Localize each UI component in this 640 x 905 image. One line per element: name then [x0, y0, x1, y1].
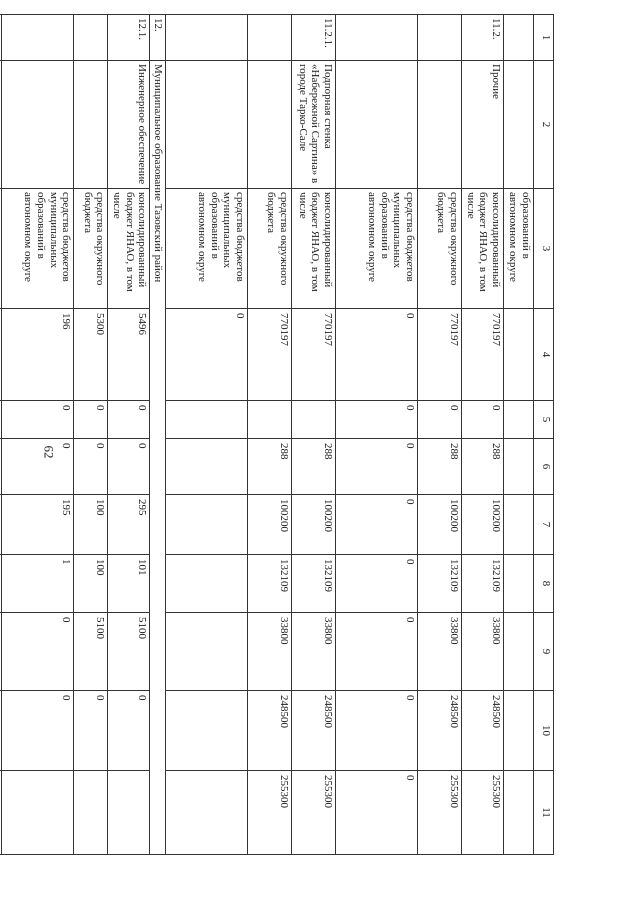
value-cell-col-6 — [166, 439, 248, 495]
column-header-8: 8 — [534, 555, 554, 613]
row-code — [74, 15, 108, 61]
value-cell-col-6: 288 — [418, 439, 462, 495]
table-row — [504, 15, 534, 855]
table-row — [150, 15, 166, 855]
value-cell-col-7: 195 — [2, 495, 74, 555]
funding-source: средства окружного бюджета — [418, 189, 462, 309]
value-cell-col-4: 770197 — [418, 309, 462, 401]
object-name — [166, 61, 248, 189]
value-cell-col-8 — [166, 555, 248, 613]
value-cell-col-4: 770197 — [292, 309, 336, 401]
value-cell-col-11 — [108, 771, 150, 855]
funding-source: консолидированный бюджет ЯНАО, в том числе — [108, 189, 150, 309]
value-cell-col-11 — [504, 771, 534, 855]
column-header-9: 9 — [534, 613, 554, 691]
value-cell-col-7: 100 — [74, 495, 108, 555]
value-cell-col-8 — [0, 555, 2, 613]
value-cell-col-4: 770197 — [248, 309, 292, 401]
table-row — [74, 15, 108, 855]
funding-source: консолидированный бюджет ЯНАО, в том числе — [462, 189, 504, 309]
column-header-7: 7 — [534, 495, 554, 555]
value-cell-col-9: 0 — [336, 613, 418, 691]
object-name — [418, 61, 462, 189]
value-cell-col-6: 0 — [108, 439, 150, 495]
funding-source: средства бюджетов муниципальных образований в автономном округе — [2, 189, 74, 309]
column-header-10: 10 — [534, 691, 554, 771]
value-cell-col-9: 33800 — [248, 613, 292, 691]
column-header-3: 3 — [534, 189, 554, 309]
value-cell-col-10: 0 — [108, 691, 150, 771]
value-cell-col-4: 196 — [2, 309, 74, 401]
value-cell-col-11 — [0, 771, 2, 855]
value-cell-col-10: 0 — [74, 691, 108, 771]
row-code: 11.2.1. — [292, 15, 336, 61]
value-cell-col-10: 248500 — [418, 691, 462, 771]
row-code — [2, 15, 74, 61]
object-name — [74, 61, 108, 189]
value-cell-col-10: 248500 — [292, 691, 336, 771]
value-cell-col-8 — [504, 555, 534, 613]
value-cell-col-5: 0 — [418, 401, 462, 439]
value-cell-col-7 — [0, 495, 2, 555]
funding-source — [0, 189, 2, 309]
value-cell-col-7 — [504, 495, 534, 555]
funding-source: средства окружного бюджета — [248, 189, 292, 309]
table-row — [418, 15, 462, 855]
value-cell-col-11: 0 — [336, 771, 418, 855]
municipality-heading: Муниципальное образование Тазовский район — [150, 61, 166, 855]
table-row — [0, 15, 2, 855]
funding-source: средства бюджетов муниципальных образований в автономном округе — [336, 189, 418, 309]
value-cell-col-6 — [504, 439, 534, 495]
column-header-1: 1 — [534, 15, 554, 61]
object-name — [2, 61, 74, 189]
column-header-11: 11 — [534, 771, 554, 855]
value-cell-col-8: 132109 — [462, 555, 504, 613]
value-cell-col-11 — [2, 771, 74, 855]
value-cell-col-6: 0 — [2, 439, 74, 495]
value-cell-col-5: 0 — [462, 401, 504, 439]
column-header-6: 6 — [534, 439, 554, 495]
value-cell-col-7 — [166, 495, 248, 555]
table-row — [166, 15, 248, 855]
table-row — [108, 15, 150, 855]
value-cell-col-9 — [504, 613, 534, 691]
value-cell-col-7: 100200 — [248, 495, 292, 555]
row-code — [418, 15, 462, 61]
table-row — [462, 15, 504, 855]
value-cell-col-5: 0 — [336, 401, 418, 439]
value-cell-col-6: 288 — [462, 439, 504, 495]
value-cell-col-8: 100 — [74, 555, 108, 613]
object-name: Подпорная стенка «Набережной Сартина» в городе Тарко-Сале — [292, 61, 336, 189]
row-code — [0, 15, 2, 61]
value-cell-col-11 — [74, 771, 108, 855]
column-header-2: 2 — [534, 61, 554, 189]
value-cell-col-10 — [0, 691, 2, 771]
table-row — [336, 15, 418, 855]
value-cell-col-8: 132109 — [418, 555, 462, 613]
table-row — [2, 15, 74, 855]
value-cell-col-11: 255300 — [292, 771, 336, 855]
object-name: Инженерное обеспечение — [108, 61, 150, 189]
value-cell-col-9: 0 — [2, 613, 74, 691]
value-cell-col-7: 100200 — [462, 495, 504, 555]
value-cell-col-6: 288 — [248, 439, 292, 495]
value-cell-col-9: 33800 — [418, 613, 462, 691]
column-header-5: 5 — [534, 401, 554, 439]
value-cell-col-5: 0 — [108, 401, 150, 439]
value-cell-col-5 — [292, 401, 336, 439]
value-cell-col-10 — [166, 691, 248, 771]
value-cell-col-6 — [0, 439, 2, 495]
row-code — [248, 15, 292, 61]
value-cell-col-4: 0 — [336, 309, 418, 401]
value-cell-col-4: 0 — [166, 309, 248, 401]
value-cell-col-8: 132109 — [292, 555, 336, 613]
value-cell-col-8: 0 — [336, 555, 418, 613]
value-cell-col-4: 770197 — [462, 309, 504, 401]
funding-source: средства бюджетов муниципальных образований в автономном округе — [166, 189, 248, 309]
value-cell-col-10: 248500 — [462, 691, 504, 771]
object-name — [504, 61, 534, 189]
funding-source: консолидированный бюджет ЯНАО, в том числе — [292, 189, 336, 309]
value-cell-col-11: 255300 — [248, 771, 292, 855]
column-header-4: 4 — [534, 309, 554, 401]
value-cell-col-9: 5100 — [108, 613, 150, 691]
value-cell-col-9 — [166, 613, 248, 691]
object-name: Прочие — [462, 61, 504, 189]
row-code — [504, 15, 534, 61]
value-cell-col-5: 0 — [74, 401, 108, 439]
value-cell-col-6: 0 — [336, 439, 418, 495]
value-cell-col-9: 5100 — [74, 613, 108, 691]
value-cell-col-10: 0 — [336, 691, 418, 771]
value-cell-col-8: 101 — [108, 555, 150, 613]
value-cell-col-11: 255300 — [418, 771, 462, 855]
row-code: 12.1. — [108, 15, 150, 61]
value-cell-col-5 — [0, 401, 2, 439]
row-code: 11.2. — [462, 15, 504, 61]
value-cell-col-9: 33800 — [462, 613, 504, 691]
value-cell-col-5 — [248, 401, 292, 439]
value-cell-col-9: 33800 — [292, 613, 336, 691]
value-cell-col-4: 5300 — [74, 309, 108, 401]
value-cell-col-11: 255300 — [462, 771, 504, 855]
row-code: 12. — [150, 15, 166, 61]
value-cell-col-8: 132109 — [248, 555, 292, 613]
value-cell-col-10: 0 — [2, 691, 74, 771]
budget-table — [0, 14, 554, 855]
value-cell-col-5 — [504, 401, 534, 439]
funding-source: средства окружного бюджета — [74, 189, 108, 309]
row-code — [166, 15, 248, 61]
row-code — [336, 15, 418, 61]
object-name — [248, 61, 292, 189]
table-body — [0, 15, 554, 855]
value-cell-col-7: 100200 — [292, 495, 336, 555]
value-cell-col-6: 288 — [292, 439, 336, 495]
value-cell-col-10 — [504, 691, 534, 771]
value-cell-col-4 — [0, 309, 2, 401]
header-row — [534, 15, 554, 855]
value-cell-col-10: 248500 — [248, 691, 292, 771]
value-cell-col-7: 0 — [336, 495, 418, 555]
value-cell-col-5: 0 — [2, 401, 74, 439]
value-cell-col-9 — [0, 613, 2, 691]
table-row — [248, 15, 292, 855]
value-cell-col-5 — [166, 401, 248, 439]
value-cell-col-7: 295 — [108, 495, 150, 555]
funding-source: образований в автономном округе — [504, 189, 534, 309]
value-cell-col-6: 0 — [74, 439, 108, 495]
object-name — [336, 61, 418, 189]
object-name — [0, 61, 2, 189]
value-cell-col-7: 100200 — [418, 495, 462, 555]
value-cell-col-8: 1 — [2, 555, 74, 613]
value-cell-col-4: 5496 — [108, 309, 150, 401]
value-cell-col-4 — [504, 309, 534, 401]
page-number: 62 — [41, 445, 57, 459]
table-row — [292, 15, 336, 855]
value-cell-col-11 — [166, 771, 248, 855]
